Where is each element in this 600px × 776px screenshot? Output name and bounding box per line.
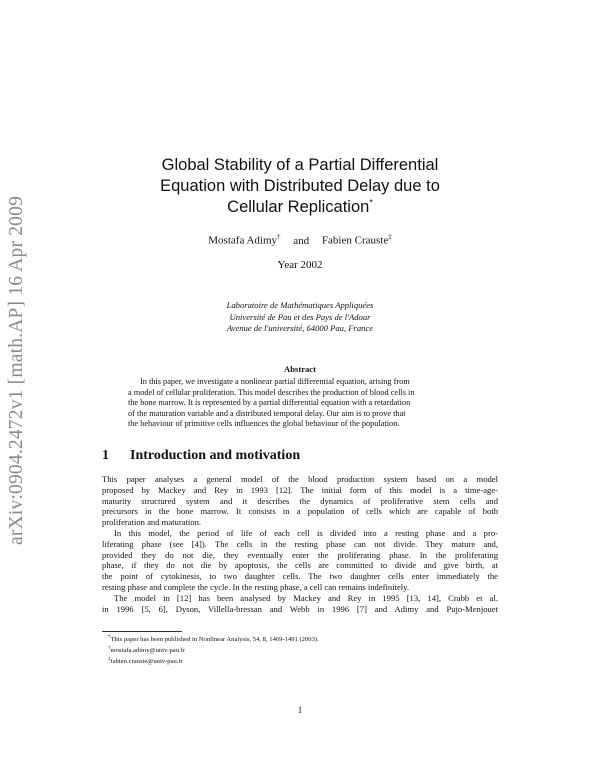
page-number: 1 <box>297 705 303 715</box>
body-text <box>102 474 498 614</box>
affiliation <box>102 300 498 335</box>
author-crauste-mark: ‡ <box>388 233 392 241</box>
body-line: precursors in the bone marrow. It consists in a population of cells which are capable of both <box>102 506 498 517</box>
footnote <box>108 644 319 655</box>
publication-year: Year 2002 <box>277 259 323 271</box>
abstract-line: the bone marrow. It is represented by a partial differential equation with a retardation <box>128 398 411 408</box>
body-line: provided they do not die, they eventually enter the proliferating phase. In the proliferating <box>102 549 498 560</box>
footnote-mark: ‡ <box>108 657 111 663</box>
body-line: resting phase and complete the cycle. In the resting phase, a cell can remains indefinitely. <box>102 581 410 592</box>
footnote <box>108 655 319 666</box>
footnote-text: fabien.crauste@univ-pau.fr <box>110 658 183 666</box>
author-adimy: Mostafa Adimy <box>208 234 278 247</box>
affiliation-line: Université de Pau et des Pays de l'Adour <box>229 311 371 322</box>
footnote-mark: † <box>108 646 111 652</box>
body-line: maturity structured system and it describes the dynamics of proliferative stem cells and <box>102 495 498 506</box>
body-line: the point of cytokinesis, to two daughter cells. The two daughter cells enter immediately the <box>102 571 498 582</box>
title-line-2: Equation with Distributed Delay due to <box>160 177 440 195</box>
author-conjunction: and <box>293 234 310 247</box>
body-line: The model in [12] has been analysed by Mackey and Rey in 1995 [13, 14], Crabb et al. <box>114 592 498 603</box>
footnote-mark: * <box>108 635 111 640</box>
footnote-rule <box>102 631 182 632</box>
abstract-text <box>128 377 472 430</box>
section-number: 1 <box>102 448 109 463</box>
abstract-line: In this paper, we investigate a nonlinear partial differential equation, arising from <box>140 377 410 386</box>
body-line: In this model, the period of life of each cell is divided into a resting phase and a pro- <box>114 527 498 538</box>
footnote <box>108 633 319 644</box>
body-line: This paper analyses a general model of the blood production system based on a model <box>102 474 498 484</box>
title-footnote-mark: * <box>369 197 373 208</box>
body-line: in 1996 [5, 6], Dyson, Villella-bressan and Webb in 1996 [7] and Adimy and Pujo-Menjouet <box>102 603 498 614</box>
footnotes <box>108 633 319 667</box>
title-line-3 <box>102 197 498 218</box>
abstract-line: of the maturation variable and a distributed temporal delay. Our aim is to prove that <box>128 408 406 418</box>
footnote-text: This paper has been published in Nonlinear Analysis, 54, 8, 1469-1491 (2003). <box>110 636 319 644</box>
abstract-heading: Abstract <box>284 364 316 374</box>
abstract-line: a model of cellular proliferation. This model describes the production of blood cells in <box>128 387 415 397</box>
author-list <box>102 233 498 247</box>
title-line-3-text: Cellular Replication <box>227 198 370 216</box>
section-heading <box>102 448 300 464</box>
section-title: Introduction and motivation <box>130 448 301 463</box>
body-line: liferating phase (see [4]). The cells in the resting phase can not divide. They mature and, <box>102 538 498 549</box>
footnote-text: mostafa.adimy@univ-pau.fr <box>110 647 186 655</box>
paper-title <box>102 155 498 218</box>
body-line: phase, if they do not die by apoptosis, the cells are committed to divide and give birth, at <box>102 560 498 571</box>
body-line: proliferation and maturation. <box>102 517 202 528</box>
affiliation-line: Avenue de l'université, 64000 Pau, France <box>226 323 374 333</box>
author-crauste: Fabien Crauste <box>321 234 389 247</box>
title-line-1: Global Stability of a Partial Differential <box>161 156 439 174</box>
abstract-line: the behaviour of primitive cells influences the global behaviour of the population. <box>128 419 400 429</box>
affiliation-line: Laboratoire de Mathématiques Appliquées <box>226 300 374 310</box>
body-line: proposed by Mackey and Rey in 1993 [12]. The initial form of this model is a time-age- <box>102 484 498 495</box>
arxiv-identifier-stamp: arXiv:0904.2472v1 [math.AP] 16 Apr 2009 <box>6 195 27 545</box>
author-adimy-mark: † <box>277 233 281 241</box>
